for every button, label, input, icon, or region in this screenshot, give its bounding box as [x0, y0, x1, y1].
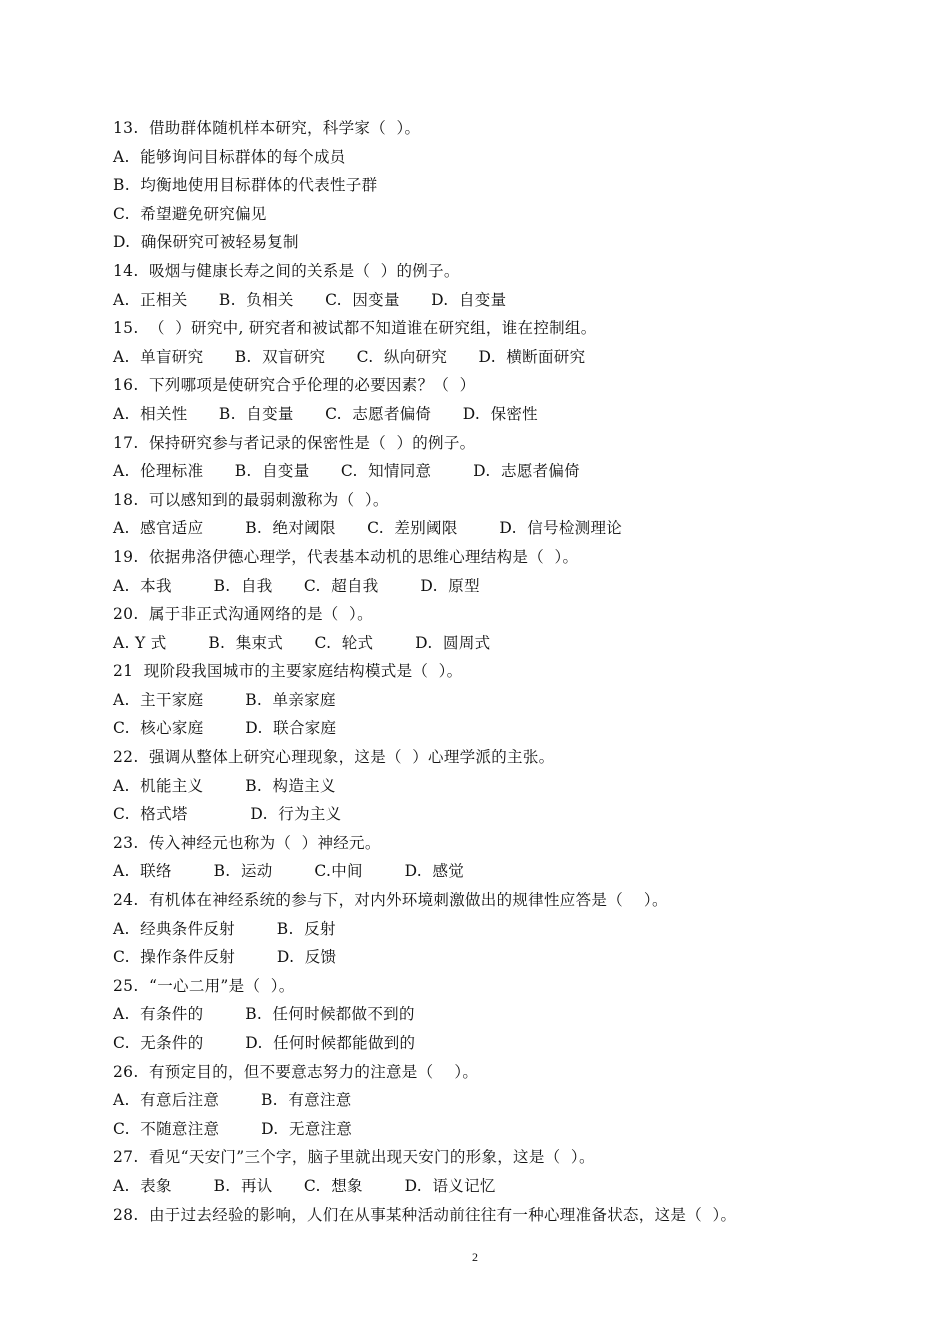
answer-options: C. 格式塔 D. 行为主义 — [113, 805, 342, 824]
answer-options: A. 本我 B. 自我 C. 超自我 D. 原型 — [113, 576, 480, 595]
answer-options: D. 确保研究可被轻易复制 — [113, 233, 299, 252]
question-text: 13. 借助群体随机样本研究，科学家（ ）。 — [113, 119, 421, 137]
answer-options: C. 操作条件反射 D. 反馈 — [113, 948, 337, 967]
answer-options: C. 无条件的 D. 任何时候都能做到的 — [113, 1034, 416, 1052]
answer-options: C. 核心家庭 D. 联合家庭 — [113, 719, 337, 738]
question-text: 22. 强调从整体上研究心理现象，这是（ ）心理学派的主张。 — [113, 748, 555, 767]
question-text: 19. 依据弗洛伊德心理学，代表基本动机的思维心理结构是（ ）。 — [113, 547, 579, 566]
answer-options: B. 均衡地使用目标群体的代表性子群 — [113, 176, 378, 195]
question-text: 21 现阶段我国城市的主要家庭结构模式是（ ）。 — [113, 662, 463, 681]
answer-options: A. 伦理标准 B. 自变量 C. 知情同意 D. 志愿者偏倚 — [113, 462, 581, 481]
question-text: 28. 由于过去经验的影响，人们在从事某种活动前往往有一种心理准备状态，这是（ ）。 — [113, 1205, 737, 1224]
answer-options: A. 相关性 B. 自变量 C. 志愿者偏倚 D. 保密性 — [113, 404, 538, 423]
answer-options: A. 有意后注意 B. 有意注意 — [113, 1091, 352, 1110]
question-text: 24. 有机体在神经系统的参与下，对内外环境刺激做出的规律性应答是（ ）。 — [113, 891, 668, 910]
page-number: 2 — [472, 1250, 478, 1264]
answer-options: A. 联络 B. 运动 C.中间 D. 感觉 — [113, 862, 465, 881]
answer-options: A. 经典条件反射 B. 反射 — [113, 919, 336, 938]
question-text: 17. 保持研究参与者记录的保密性是（ ）的例子。 — [113, 433, 476, 452]
question-text: 23. 传入神经元也称为（ ）神经元。 — [113, 833, 381, 852]
answer-options: A. Y 式 B. 集束式 C. 轮式 D. 圆周式 — [113, 633, 491, 652]
answer-options: A. 感官适应 B. 绝对阈限 C. 差别阈限 D. 信号检测理论 — [113, 519, 623, 538]
question-text: 15. （ ）研究中, 研究者和被试都不知道谁在研究组，谁在控制组。 — [113, 319, 597, 338]
question-text: 27. 看见“天安门”三个字，脑子里就出现天安门的形象，这是（ ）。 — [113, 1148, 595, 1167]
question-text: 26. 有预定目的，但不要意志努力的注意是（ ）。 — [113, 1062, 479, 1081]
question-text: 14. 吸烟与健康长寿之间的关系是（ ）的例子。 — [113, 261, 460, 280]
answer-options: C. 希望避免研究偏见 — [113, 204, 267, 223]
question-list — [113, 114, 833, 1229]
answer-options: A. 主干家庭 B. 单亲家庭 — [113, 690, 336, 709]
question-text: 18. 可以感知到的最弱刺激称为（ ）。 — [113, 490, 389, 509]
answer-options: A. 表象 B. 再认 C. 想象 D. 语义记忆 — [113, 1176, 496, 1195]
answer-options: C. 不随意注意 D. 无意注意 — [113, 1119, 353, 1138]
answer-options: A. 机能主义 B. 构造主义 — [113, 776, 336, 795]
question-text: 20. 属于非正式沟通网络的是（ ）。 — [113, 605, 373, 624]
answer-options: A. 有条件的 B. 任何时候都做不到的 — [113, 1005, 415, 1024]
answer-options: A. 能够询问目标群体的每个成员 — [113, 147, 346, 166]
answer-options: A. 单盲研究 B. 双盲研究 C. 纵向研究 D. 横断面研究 — [113, 347, 586, 366]
question-text: 16. 下列哪项是使研究合乎伦理的必要因素？（ ） — [113, 376, 476, 395]
answer-options: A. 正相关 B. 负相关 C. 因变量 D. 自变量 — [113, 290, 507, 309]
question-text: 25. “一心二用”是（ ）。 — [113, 976, 295, 995]
